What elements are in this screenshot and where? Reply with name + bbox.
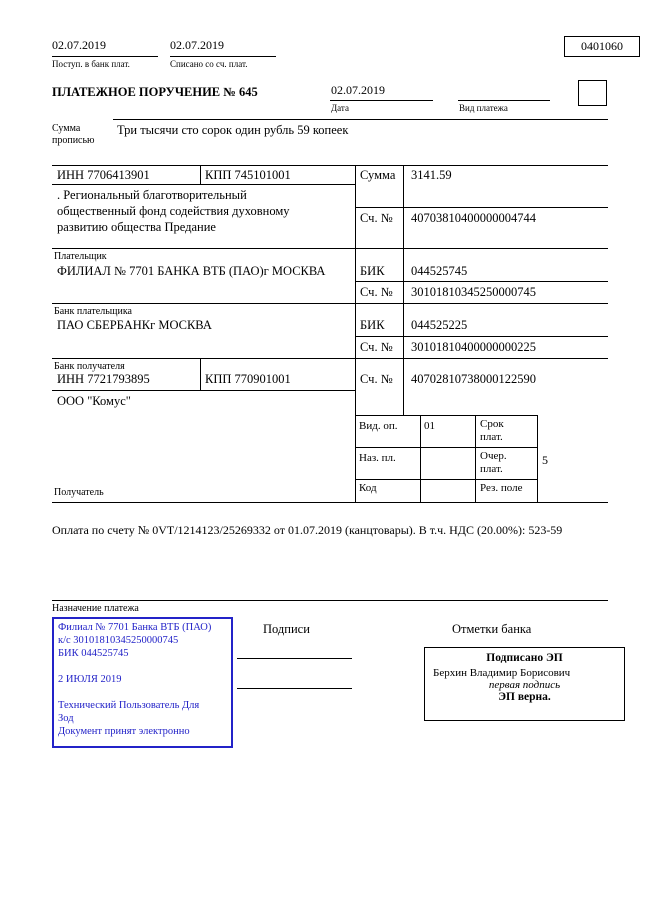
debited-date: 02.07.2019 <box>170 38 224 52</box>
payee-account-label: Сч. № <box>360 372 393 386</box>
payer-section-label: Плательщик <box>54 251 107 262</box>
signature-line-1 <box>237 658 352 659</box>
payment-type-label: Вид платежа <box>459 103 508 113</box>
signer-name: Берхин Владимир Борисович <box>433 667 571 679</box>
table-vline <box>200 358 201 390</box>
payee-bank-account: 30101810400000000225 <box>411 340 536 354</box>
table-hline <box>52 358 608 359</box>
doc-title: ПЛАТЕЖНОЕ ПОРУЧЕНИЕ № 645 <box>52 85 258 99</box>
payee-inn: ИНН 7721793895 <box>57 372 150 386</box>
payee-kpp: КПП 770901001 <box>205 372 291 386</box>
payee-bank-section-label: Банк получателя <box>54 361 125 372</box>
received-date-underline <box>52 56 158 57</box>
form-code: 0401060 <box>581 39 623 53</box>
purpose-text: Оплата по счету № 0VT/1214123/25269332 от 01.07.2019 (канцтовары). В т.ч. НДС (20.00%): 523-59 <box>52 523 563 537</box>
payment-table <box>52 165 608 503</box>
table-hline <box>52 390 355 391</box>
purpose-label: Назначение платежа <box>52 603 139 614</box>
table-hline <box>355 479 537 480</box>
payer-account: 40703810400000004744 <box>411 211 536 225</box>
payee-bank-name: ПАО СБЕРБАНКг МОСКВА <box>57 318 212 332</box>
op-type-value: 01 <box>424 420 435 432</box>
amount-words-label-1: Сумма <box>52 123 81 134</box>
table-vline <box>420 415 421 502</box>
table-vline <box>475 415 476 502</box>
stamp-line: Технический Пользователь Для <box>58 700 200 711</box>
payee-bank-account-label: Сч. № <box>360 340 393 354</box>
doc-date-underline <box>330 100 433 101</box>
reserve-label: Рез. поле <box>480 482 523 494</box>
order-label: Очер. плат. <box>480 450 507 475</box>
table-vline <box>403 165 404 415</box>
payer-bank-account: 30101810345250000745 <box>411 285 536 299</box>
bank-stamp <box>52 617 233 748</box>
table-hline <box>52 248 608 249</box>
table-hline <box>52 165 608 166</box>
purpose-code-label: Наз. пл. <box>359 452 396 464</box>
received-date-label: Поступ. в банк плат. <box>52 59 130 69</box>
sum-label: Сумма <box>360 168 396 182</box>
table-hline <box>355 447 537 448</box>
doc-date-label: Дата <box>331 103 349 113</box>
payer-kpp: КПП 745101001 <box>205 168 291 182</box>
table-vline <box>200 165 201 184</box>
payer-inn: ИНН 7706413901 <box>57 168 150 182</box>
payer-account-label: Сч. № <box>360 211 393 225</box>
payment-type-box <box>578 80 607 106</box>
table-hline <box>52 303 608 304</box>
signature-kind: первая подпись <box>488 679 561 691</box>
payee-name: ООО "Комус" <box>57 394 131 408</box>
stamp-line: Филиал № 7701 Банка ВТБ (ПАО) <box>58 622 212 633</box>
stamp-line: БИК 044525745 <box>58 648 129 659</box>
form-code-box <box>564 36 640 57</box>
stamp-line: 2 ИЮЛЯ 2019 <box>58 674 122 685</box>
bank-marks-label: Отметки банка <box>452 622 532 636</box>
order-value: 5 <box>542 453 548 467</box>
payment-type-underline <box>458 100 550 101</box>
stamp-line <box>58 686 227 699</box>
debited-date-label: Списано со сч. плат. <box>170 59 248 69</box>
payer-bank-bik-label: БИК <box>360 264 385 278</box>
payer-bank-section-label: Банк плательщика <box>54 306 132 317</box>
table-hline <box>52 184 355 185</box>
debited-date-underline <box>170 56 276 57</box>
payer-bank-account-label: Сч. № <box>360 285 393 299</box>
sum-value: 3141.59 <box>411 168 452 182</box>
signed-title: Подписано ЭП <box>486 652 563 664</box>
purpose-underline <box>52 600 608 601</box>
doc-date: 02.07.2019 <box>331 83 385 97</box>
received-date: 02.07.2019 <box>52 38 106 52</box>
table-hline <box>355 415 537 416</box>
payee-section-label: Получатель <box>54 487 104 498</box>
code-label: Код <box>359 482 377 494</box>
signatures-label: Подписи <box>263 622 310 636</box>
stamp-line: к/с 30101810345250000745 <box>58 635 179 646</box>
table-hline <box>355 336 608 337</box>
table-hline <box>355 207 608 208</box>
term-label: Срок плат. <box>480 418 504 443</box>
payer-bank-bik: 044525745 <box>411 264 468 278</box>
op-type-label: Вид. оп. <box>359 420 398 432</box>
payer-name: . Региональный благотворительный общественный фонд содействия духовному развитию общества Предание <box>57 188 290 234</box>
amount-words-label-2: прописью <box>52 135 95 146</box>
verified-text: ЭП верна. <box>498 691 551 703</box>
signature-line-2 <box>237 688 352 689</box>
table-vline <box>537 415 538 502</box>
stamp-line: Документ принят электронно <box>58 726 190 737</box>
table-vline <box>355 165 356 502</box>
amount-in-words: Три тысячи сто сорок один рубль 59 копеек <box>117 123 349 137</box>
table-hline <box>355 281 608 282</box>
table-hline <box>52 502 608 503</box>
amount-words-topline <box>113 119 608 120</box>
payee-bank-bik-label: БИК <box>360 318 385 332</box>
payee-bank-bik: 044525225 <box>411 318 468 332</box>
stamp-line: Зод <box>58 713 74 724</box>
stamp-line <box>58 660 227 673</box>
bank-marks-box <box>424 647 625 721</box>
payer-bank-name: ФИЛИАЛ № 7701 БАНКА ВТБ (ПАО)г МОСКВА <box>57 264 326 278</box>
payee-account: 40702810738000122590 <box>411 372 536 386</box>
